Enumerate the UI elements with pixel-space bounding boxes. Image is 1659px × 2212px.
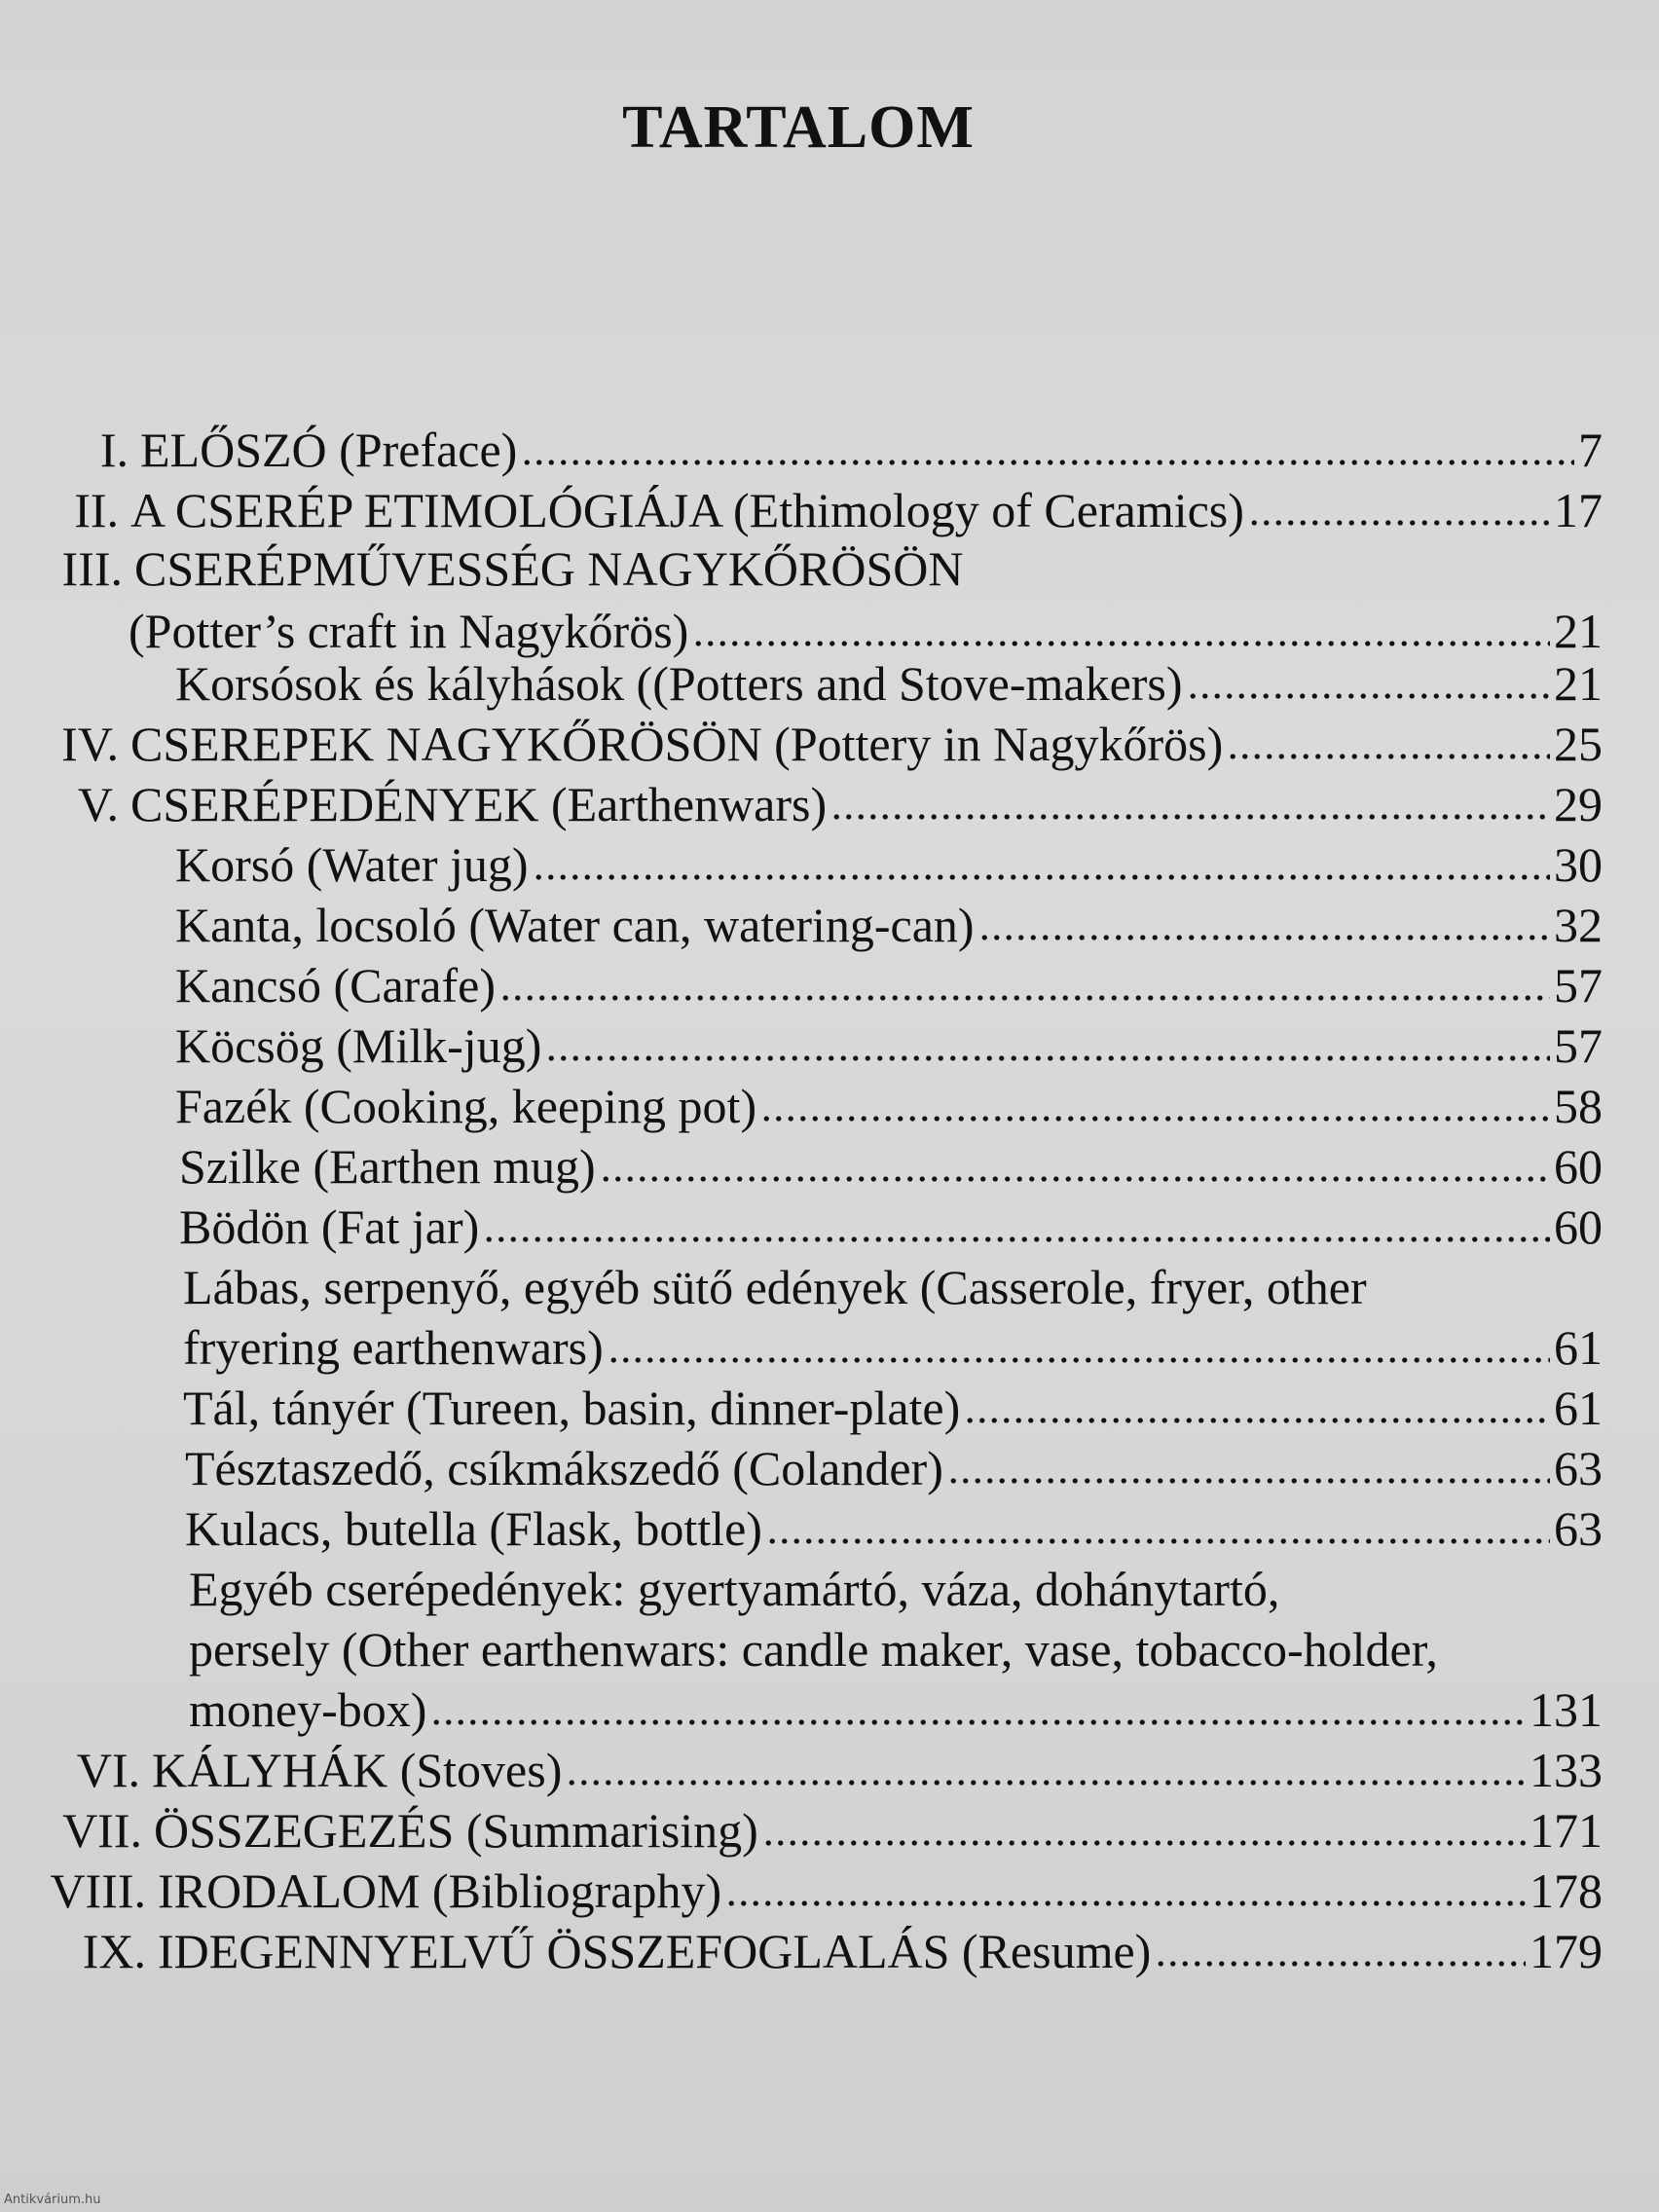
dot-leader xyxy=(600,1174,1550,1184)
dot-leader xyxy=(483,1235,1550,1244)
page-number: 57 xyxy=(1554,958,1603,1013)
toc-entry xyxy=(68,1922,1603,1980)
dot-leader xyxy=(1248,518,1550,528)
chapter-number: I. xyxy=(99,423,129,477)
dot-leader xyxy=(760,1114,1550,1124)
toc-entry xyxy=(39,481,1603,539)
dot-leader xyxy=(533,872,1550,882)
entry-title: money-box) xyxy=(189,1682,427,1737)
toc-entry xyxy=(179,1137,1603,1196)
toc-entry xyxy=(189,1560,1279,1618)
entry-title: KÁLYHÁK (Stoves) xyxy=(152,1743,563,1797)
entry-title: Egyéb cserépedények: gyertyamártó, váza, dohánytartó, xyxy=(189,1562,1280,1616)
page-number: 32 xyxy=(1554,898,1603,952)
entry-title: Korsósok és kályhások ((Potters and Stove-makers) xyxy=(175,656,1183,711)
chapter-number: IV. xyxy=(61,717,119,771)
entry-title: Kanta, locsoló (Water can, watering-can) xyxy=(175,898,975,952)
page-number: 60 xyxy=(1554,1139,1603,1194)
toc-entry xyxy=(183,1318,1603,1377)
toc-entry xyxy=(175,956,1603,1014)
toc-entry xyxy=(175,1077,1603,1135)
entry-title: Kulacs, butella (Flask, bottle) xyxy=(185,1501,762,1556)
dot-leader xyxy=(964,1416,1550,1425)
page-number: 61 xyxy=(1554,1320,1603,1375)
toc-entry xyxy=(185,1439,1603,1497)
entry-title: (Potter’s craft in Nagykőrös) xyxy=(129,604,689,658)
page-number: 178 xyxy=(1530,1863,1603,1918)
page-number: 60 xyxy=(1554,1199,1603,1254)
dot-leader xyxy=(1227,752,1550,761)
dot-leader xyxy=(499,993,1550,1003)
toc-entry xyxy=(58,421,1603,479)
toc-entry xyxy=(29,1862,1603,1920)
dot-leader xyxy=(430,1717,1526,1727)
page-number: 7 xyxy=(1578,423,1603,477)
dot-leader xyxy=(830,812,1550,822)
chapter-number: IX. xyxy=(82,1924,146,1978)
entry-title: IDEGENNYELVŰ ÖSSZEFOGLALÁS (Resume) xyxy=(158,1924,1152,1978)
page-number: 57 xyxy=(1554,1018,1603,1073)
entry-title: persely (Other earthenwars: candle maker, vase, tobacco-holder, xyxy=(189,1622,1438,1677)
page-number: 63 xyxy=(1554,1441,1603,1495)
chapter-number: VIII. xyxy=(50,1863,146,1918)
toc-entry xyxy=(58,1741,1603,1799)
page-number: 30 xyxy=(1554,837,1603,892)
page-number: 25 xyxy=(1554,717,1603,771)
page-number: 29 xyxy=(1554,777,1603,831)
dot-leader xyxy=(521,458,1574,467)
toc-entry xyxy=(183,1258,1367,1316)
chapter-number: VII. xyxy=(62,1803,142,1858)
page-number: 179 xyxy=(1530,1924,1603,1978)
page-number: 58 xyxy=(1554,1079,1603,1133)
entry-title: Kancsó (Carafe) xyxy=(175,958,496,1013)
watermark: Antikvárium.hu xyxy=(4,2193,101,2207)
chapter-number: VI. xyxy=(76,1743,140,1797)
dot-leader xyxy=(947,1476,1550,1486)
chapter-number: II. xyxy=(74,483,119,537)
toc-entry xyxy=(45,1801,1603,1860)
toc-entry xyxy=(39,775,1603,833)
toc-entry xyxy=(175,1016,1603,1075)
entry-title: Korsó (Water jug) xyxy=(175,837,529,892)
page-number: 133 xyxy=(1530,1743,1603,1797)
entry-title: ELŐSZÓ (Preface) xyxy=(140,423,518,477)
toc-entry xyxy=(175,835,1603,894)
page-title: TARTALOM xyxy=(622,94,975,161)
page-number: 21 xyxy=(1554,656,1603,711)
page-number: 131 xyxy=(1530,1682,1603,1737)
toc-entry xyxy=(129,602,1603,660)
dot-leader xyxy=(692,639,1550,648)
toc-entry xyxy=(29,715,1603,773)
toc-entry xyxy=(183,1379,1603,1437)
page-number: 17 xyxy=(1554,483,1603,537)
entry-title: Köcsög (Milk-jug) xyxy=(175,1018,542,1073)
toc-entry xyxy=(179,1198,1603,1256)
page-number: 21 xyxy=(1554,604,1603,658)
entry-title: Bödön (Fat jar) xyxy=(179,1199,480,1254)
entry-title: Szilke (Earthen mug) xyxy=(179,1139,596,1194)
dot-leader xyxy=(762,1838,1526,1848)
entry-title: A CSERÉP ETIMOLÓGIÁJA (Ethimology of Ceramics) xyxy=(130,483,1244,537)
entry-title: Lábas, serpenyő, egyéb sütő edények (Casserole, fryer, other xyxy=(183,1260,1367,1314)
entry-title: CSERÉPMŰVESSÉG NAGYKŐRÖSÖN xyxy=(134,541,964,596)
entry-title: Fazék (Cooking, keeping pot) xyxy=(175,1079,757,1133)
chapter-number: III. xyxy=(61,541,123,596)
chapter-number: V. xyxy=(77,777,119,831)
toc-entry xyxy=(189,1680,1603,1739)
page-number: 63 xyxy=(1554,1501,1603,1556)
entry-title: CSEREPEK NAGYKŐRÖSÖN (Pottery in Nagykőrös) xyxy=(130,717,1224,771)
toc-entry xyxy=(185,1499,1603,1558)
page-number: 171 xyxy=(1530,1803,1603,1858)
toc-entry xyxy=(175,654,1603,713)
dot-leader xyxy=(1155,1959,1526,1969)
entry-title: Tál, tányér (Tureen, basin, dinner-plate) xyxy=(183,1381,961,1435)
page-number: 61 xyxy=(1554,1381,1603,1435)
dot-leader xyxy=(545,1053,1550,1063)
toc-entry xyxy=(29,539,964,598)
dot-leader xyxy=(566,1778,1526,1788)
entry-title: Tésztaszedő, csíkmákszedő (Colander) xyxy=(185,1441,943,1495)
dot-leader xyxy=(608,1355,1550,1365)
entry-title: IRODALOM (Bibliography) xyxy=(158,1863,722,1918)
toc-entry xyxy=(175,896,1603,954)
entry-title: CSERÉPEDÉNYEK (Earthenwars) xyxy=(130,777,828,831)
dot-leader xyxy=(978,933,1550,942)
toc-entry xyxy=(189,1620,1438,1678)
dot-leader xyxy=(725,1899,1526,1908)
entry-title: ÖSSZEGEZÉS (Summarising) xyxy=(154,1803,758,1858)
dot-leader xyxy=(766,1536,1550,1546)
entry-title: fryering earthenwars) xyxy=(183,1320,604,1375)
dot-leader xyxy=(1187,691,1550,701)
